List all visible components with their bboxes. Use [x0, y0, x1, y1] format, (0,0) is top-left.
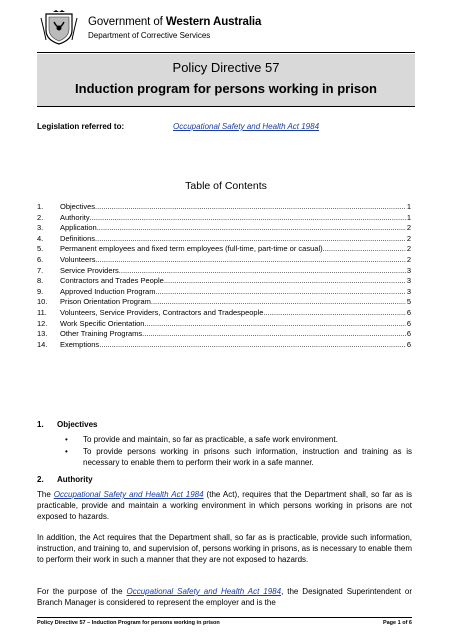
directive-number: Policy Directive 57	[172, 60, 280, 75]
title-box	[37, 54, 415, 107]
toc-item-number: 11.	[37, 307, 47, 317]
toc-item[interactable]	[37, 213, 411, 224]
toc-item-label: Application	[60, 223, 97, 233]
authority-paragraph-1: The Occupational Safety and Health Act 1984 (the Act), requires that the Department shall, so far as is practicable, provide and maintain a working environment in which persons working in prisons are not exposed to hazards.	[37, 490, 412, 521]
toc-item[interactable]	[37, 319, 411, 330]
toc-leader-dots	[95, 234, 406, 245]
toc-item-number: 10.	[37, 297, 48, 307]
page-number: Page 1 of 6	[382, 620, 412, 626]
toc-leader-dots	[155, 287, 406, 298]
page-footer	[37, 617, 412, 626]
list-item: • To provide and maintain, so far as practicable, a safe work environment.	[64, 434, 412, 445]
toc-item[interactable]	[37, 329, 411, 340]
toc-item-number: 5.	[37, 244, 44, 254]
toc-item-label: Definitions	[60, 233, 96, 243]
toc-item-number: 2.	[37, 212, 44, 222]
toc-item-page: 2	[406, 223, 411, 233]
wa-crest-logo	[40, 10, 78, 46]
toc-leader-dots	[142, 329, 406, 340]
toc-item-page: 2	[406, 233, 411, 243]
toc-item-page: 6	[406, 339, 411, 349]
list-item: • To provide persons working in prisons such information, instruction and training as is necessary to enable them to perform their work in a safe manner.	[64, 446, 412, 468]
toc-leader-dots	[119, 266, 406, 277]
toc-leader-dots	[263, 308, 406, 319]
toc-item-number: 4.	[37, 233, 44, 243]
toc-item-number: 14.	[37, 339, 48, 349]
toc-item-label: Authority	[60, 212, 90, 222]
toc-item-label: Service Providers	[60, 265, 119, 275]
page-header	[40, 10, 420, 46]
government-name: Government of Western Australia	[88, 16, 262, 28]
toc-item-page: 3	[406, 265, 411, 275]
toc-item[interactable]	[37, 340, 411, 351]
toc-leader-dots	[164, 276, 406, 287]
toc-item-page: 6	[406, 329, 411, 339]
toc-leader-dots	[97, 223, 406, 234]
toc-item-number: 8.	[37, 276, 44, 286]
toc-item-number: 6.	[37, 254, 44, 264]
section-2-heading: 2. Authority	[37, 475, 93, 484]
toc-item-number: 1.	[37, 202, 44, 211]
toc-item-label: Approved Induction Program	[60, 286, 156, 296]
toc-item-page: 1	[406, 212, 411, 222]
table-of-contents	[37, 202, 411, 350]
toc-item-page: 5	[406, 297, 411, 307]
page-title: Induction program for persons working in prison	[75, 81, 377, 96]
toc-leader-dots	[95, 202, 406, 213]
authority-paragraph-2: In addition, the Act requires that the Department shall, so far as is practicable, provide such information, instruction, and training to, and supervision of, persons working in prisons, as is necessary to enable them to perform their work in such a manner that they are not exposed to hazards.	[37, 533, 412, 564]
toc-item-label: Exemptions	[60, 339, 100, 349]
toc-item-page: 1	[406, 202, 411, 211]
toc-item-number: 9.	[37, 286, 44, 296]
toc-item-number: 3.	[37, 223, 44, 233]
toc-item[interactable]	[37, 287, 411, 298]
toc-item[interactable]	[37, 308, 411, 319]
toc-item-page: 3	[406, 286, 411, 296]
toc-item-label: Volunteers	[60, 254, 96, 264]
toc-item[interactable]	[37, 276, 411, 287]
toc-item-label: Other Training Programs	[60, 329, 143, 339]
toc-item-page: 2	[406, 254, 411, 264]
toc-item-number: 12.	[37, 318, 48, 328]
toc-leader-dots	[151, 297, 406, 308]
title-divider	[37, 52, 415, 53]
toc-item[interactable]	[37, 297, 411, 308]
toc-item-label: Objectives	[60, 202, 96, 211]
toc-leader-dots	[90, 213, 406, 224]
toc-item-page: 6	[406, 307, 411, 317]
objectives-list	[64, 434, 412, 469]
toc-item-label: Volunteers, Service Providers, Contractors and Tradespeople	[60, 307, 264, 317]
toc-leader-dots	[323, 244, 406, 255]
legislation-label: Legislation referred to:	[37, 122, 125, 131]
toc-item[interactable]	[37, 223, 411, 234]
toc-leader-dots	[95, 255, 406, 266]
authority-paragraph-3: For the purpose of the Occupational Safety and Health Act 1984, the Designated Superintendent or Branch Manager is considered to represent the employer and is the	[37, 587, 413, 607]
toc-leader-dots	[99, 340, 406, 351]
toc-item-page: 6	[406, 318, 411, 328]
footer-title: Policy Directive 57 – Induction Program for persons working in prison	[37, 620, 220, 626]
department-name: Department of Corrective Services	[88, 31, 211, 40]
toc-leader-dots	[144, 319, 406, 330]
toc-item-label: Work Specific Orientation	[60, 318, 145, 328]
section-1-heading: 1. Objectives	[37, 420, 98, 429]
toc-item-page: 2	[406, 244, 411, 254]
toc-item[interactable]	[37, 244, 411, 255]
toc-item[interactable]	[37, 202, 411, 213]
legislation-link[interactable]: Occupational Safety and Health Act 1984	[173, 122, 320, 131]
act-link[interactable]: Occupational Safety and Health Act 1984	[126, 587, 282, 596]
toc-title: Table of Contents	[185, 180, 267, 192]
toc-item-label: Permanent employees and fixed term employees (full-time, part-time or casual)	[60, 244, 323, 254]
toc-item-label: Prison Orientation Program	[60, 297, 151, 307]
toc-item-page: 3	[406, 276, 411, 286]
act-link[interactable]: Occupational Safety and Health Act 1984	[53, 490, 204, 499]
legislation-line	[37, 122, 320, 131]
toc-item-number: 13.	[37, 329, 48, 339]
toc-item[interactable]	[37, 234, 411, 245]
toc-item[interactable]	[37, 255, 411, 266]
toc-item-number: 7.	[37, 265, 44, 275]
toc-item[interactable]	[37, 266, 411, 277]
toc-item-label: Contractors and Trades People	[60, 276, 164, 286]
